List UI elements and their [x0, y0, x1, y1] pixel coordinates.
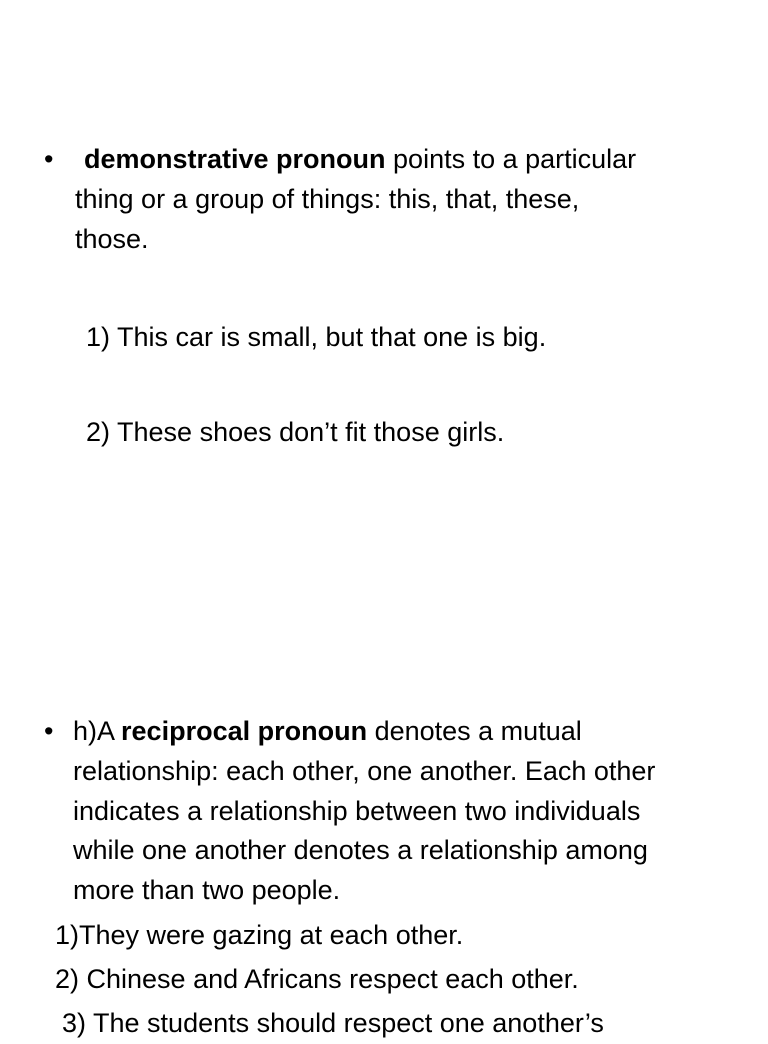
definition-line-5: more than two people.	[73, 875, 341, 905]
definition-line-2: relationship: each other, one another. Each other	[73, 756, 656, 786]
definition-text: denotes a mutual	[367, 716, 582, 746]
example-1: 1) This car is small, but that one is big.	[86, 322, 547, 352]
term-bold: reciprocal pronoun	[121, 716, 368, 746]
example-1: 1)They were gazing at each other.	[55, 920, 464, 950]
definition-line-3: indicates a relationship between two individuals	[73, 796, 641, 826]
definition-text: points to a particular	[385, 144, 637, 174]
bullet-icon: •	[44, 716, 54, 746]
bullet-icon: •	[44, 144, 54, 174]
section-prefix: h)A	[73, 716, 122, 746]
example-2: 2) Chinese and Africans respect each other.	[55, 964, 579, 994]
definition-line-2: thing or a group of things: this, that, these,	[75, 184, 580, 214]
definition-line-1	[84, 140, 636, 180]
term-bold: demonstrative pronoun	[84, 144, 386, 174]
definition-line-1	[73, 712, 582, 752]
definition-line-3: those.	[75, 224, 149, 254]
definition-line-4: while one another denotes a relationship among	[73, 835, 648, 865]
example-3: 3) The students should respect one another’s	[62, 1008, 604, 1038]
example-2: 2) These shoes don’t fit those girls.	[86, 417, 505, 447]
